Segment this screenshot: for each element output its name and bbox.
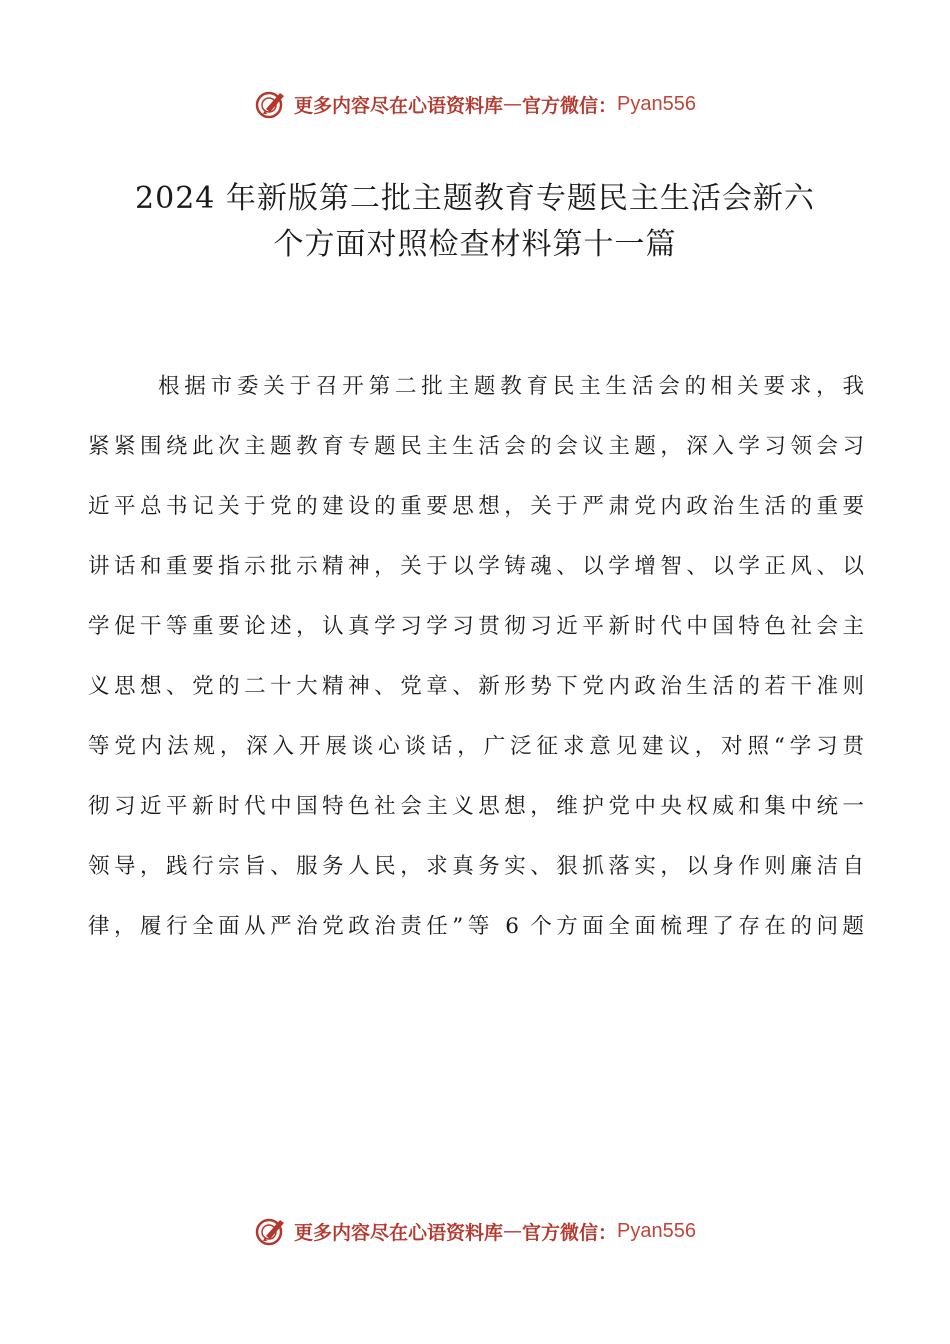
banner-label: 官方微信： [522, 1221, 618, 1244]
banner-label: 官方微信： [522, 94, 618, 117]
footer-banner [0, 1211, 950, 1251]
banner-text: 更多内容尽在心语资料库 [294, 94, 504, 117]
body-line: 领导，践行宗旨、服务人民，求真务实、狠抓落实，以身作则廉洁自 [88, 854, 864, 879]
body-line: 根据市委关于召开第二批主题教育民主生活会的相关要求，我 [158, 374, 864, 399]
banner-separator: — [503, 93, 523, 115]
body-line: 紧紧围绕此次主题教育专题民主生活会的会议主题，深入学习领会习 [88, 434, 864, 459]
banner-wechat-handle: Pyan556 [617, 1219, 696, 1242]
banner-separator: — [503, 1220, 523, 1242]
pen-nib-logo-icon [254, 87, 288, 121]
body-line: 彻习近平新时代中国特色社会主义思想，维护党中央权威和集中统一 [88, 794, 864, 819]
banner-wechat-handle: Pyan556 [617, 92, 696, 115]
header-banner [0, 84, 950, 124]
document-body [88, 364, 864, 964]
document-title [60, 176, 890, 268]
pen-nib-logo-icon [254, 1214, 288, 1248]
body-line: 义思想、党的二十大精神、党章、新形势下党内政治生活的若干准则 [88, 674, 864, 699]
title-line: 个方面对照检查材料第十一篇 [273, 227, 677, 262]
body-line: 近平总书记关于党的建设的重要思想，关于严肃党内政治生活的重要 [88, 494, 864, 519]
banner-text: 更多内容尽在心语资料库 [294, 1221, 504, 1244]
body-line: 讲话和重要指示批示精神，关于以学铸魂、以学增智、以学正风、以 [88, 554, 864, 579]
title-line: 2024 年新版第二批主题教育专题民主生活会新六 [135, 181, 815, 216]
body-line: 等党内法规，深入开展谈心谈话，广泛征求意见建议，对照“学习贯 [88, 734, 864, 759]
body-line: 律，履行全面从严治党政治责任”等 6 个方面全面梳理了存在的问题 [88, 914, 864, 939]
body-line: 学促干等重要论述，认真学习学习贯彻习近平新时代中国特色社会主 [88, 614, 864, 639]
